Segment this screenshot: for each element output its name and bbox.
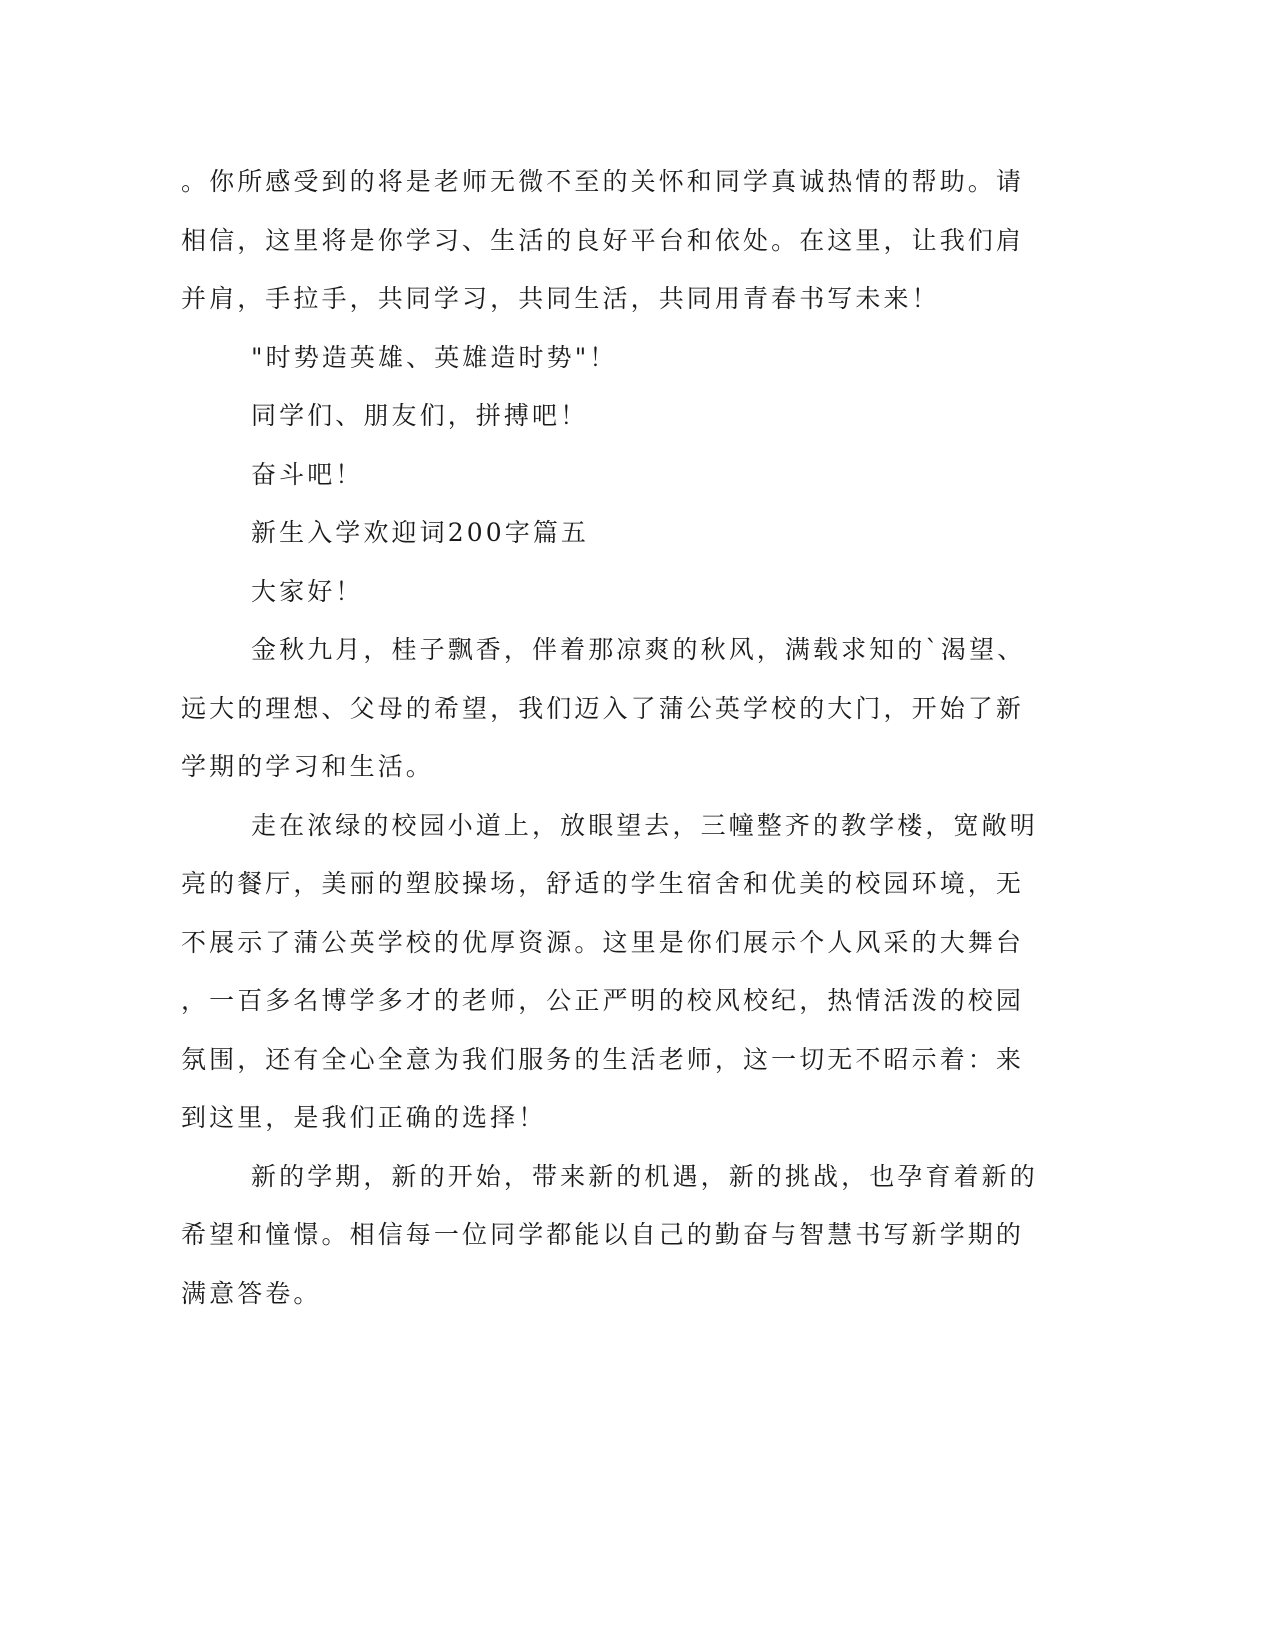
section-heading: 新生入学欢迎词200字篇五 xyxy=(251,518,590,547)
paragraph-line: 希望和憧憬。相信每一位同学都能以自己的勤奋与智慧书写新学期的 xyxy=(181,1220,1025,1249)
paragraph-line: 新的学期，新的开始，带来新的机遇，新的挑战，也孕育着新的 xyxy=(251,1162,1038,1191)
paragraph-line: 相信，这里将是你学习、生活的良好平台和依处。在这里，让我们肩 xyxy=(181,226,1025,255)
paragraph-line: 学期的学习和生活。 xyxy=(181,752,434,781)
paragraph-line: ，一百多名博学多才的老师，公正严明的校风校纪，热情活泼的校园 xyxy=(181,986,1025,1015)
paragraph-line: 氛围，还有全心全意为我们服务的生活老师，这一切无不昭示着：来 xyxy=(181,1045,1025,1074)
paragraph-line: 走在浓绿的校园小道上，放眼望去，三幢整齐的教学楼，宽敞明 xyxy=(251,811,1038,840)
paragraph-line: 到这里，是我们正确的选择！ xyxy=(181,1103,547,1132)
paragraph-line: 满意答卷。 xyxy=(181,1279,322,1308)
paragraph-line: 不展示了蒲公英学校的优厚资源。这里是你们展示个人风采的大舞台 xyxy=(181,928,1025,957)
paragraph-line: 奋斗吧！ xyxy=(251,460,364,489)
paragraph-line: 同学们、朋友们，拼搏吧！ xyxy=(251,401,589,430)
paragraph-line: "时势造英雄、英雄造时势"！ xyxy=(251,343,618,372)
paragraph-line: 并肩，手拉手，共同学习，共同生活，共同用青春书写未来！ xyxy=(181,284,940,313)
paragraph-line: 。你所感受到的将是老师无微不至的关怀和同学真诚热情的帮助。请 xyxy=(181,167,1025,196)
greeting-line: 大家好！ xyxy=(251,577,364,606)
paragraph-line: 远大的理想、父母的希望，我们迈入了蒲公英学校的大门，开始了新 xyxy=(181,694,1025,723)
paragraph-line: 金秋九月，桂子飘香，伴着那凉爽的秋风，满载求知的`渴望、 xyxy=(251,635,1026,664)
paragraph-line: 亮的餐厅，美丽的塑胶操场，舒适的学生宿舍和优美的校园环境，无 xyxy=(181,869,1025,898)
